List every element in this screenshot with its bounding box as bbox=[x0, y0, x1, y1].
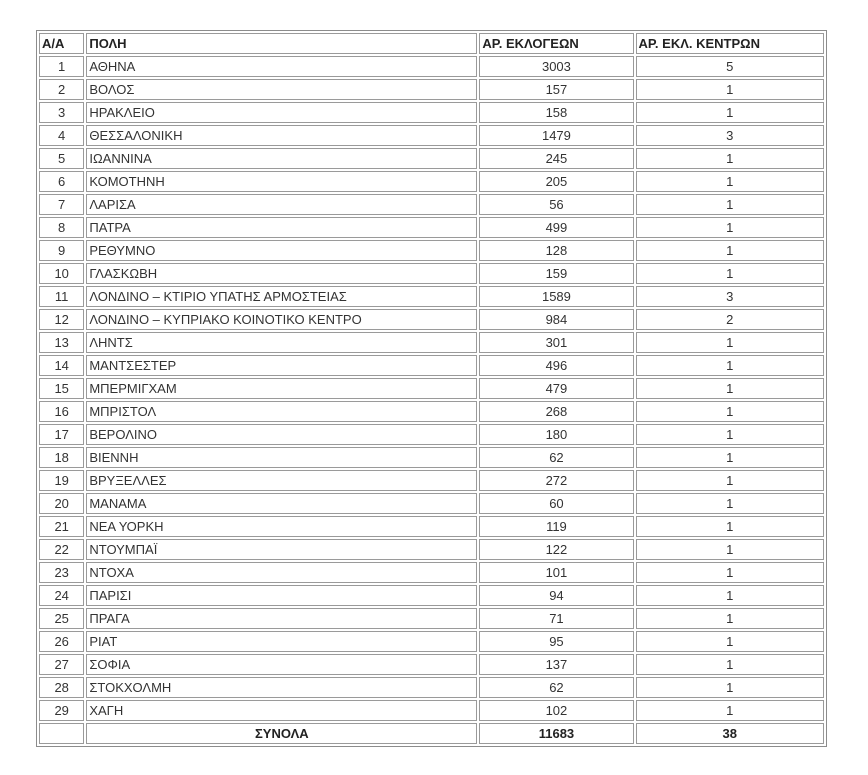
row-index: 8 bbox=[39, 217, 84, 238]
row-index: 27 bbox=[39, 654, 84, 675]
row-index: 23 bbox=[39, 562, 84, 583]
row-city: ΒΡΥΞΕΛΛΕΣ bbox=[86, 470, 477, 491]
row-voters: 499 bbox=[479, 217, 633, 238]
row-voters: 272 bbox=[479, 470, 633, 491]
row-voters: 1479 bbox=[479, 125, 633, 146]
row-voters: 984 bbox=[479, 309, 633, 330]
table-row bbox=[39, 677, 824, 698]
totals-row bbox=[39, 723, 824, 744]
row-city: ΛΟΝΔΙΝΟ – ΚΤΙΡΙΟ ΥΠΑΤΗΣ ΑΡΜΟΣΤΕΙΑΣ bbox=[86, 286, 477, 307]
table-row bbox=[39, 700, 824, 721]
row-city: ΠΡΑΓΑ bbox=[86, 608, 477, 629]
row-centers: 1 bbox=[636, 401, 824, 422]
row-index: 4 bbox=[39, 125, 84, 146]
row-voters: 268 bbox=[479, 401, 633, 422]
row-index: 7 bbox=[39, 194, 84, 215]
row-index: 13 bbox=[39, 332, 84, 353]
header-city: ΠΟΛΗ bbox=[86, 33, 477, 54]
row-centers: 2 bbox=[636, 309, 824, 330]
row-centers: 1 bbox=[636, 608, 824, 629]
row-centers: 1 bbox=[636, 677, 824, 698]
row-centers: 1 bbox=[636, 516, 824, 537]
row-voters: 1589 bbox=[479, 286, 633, 307]
table-row bbox=[39, 447, 824, 468]
row-centers: 1 bbox=[636, 562, 824, 583]
row-voters: 119 bbox=[479, 516, 633, 537]
header-index: Α/Α bbox=[39, 33, 84, 54]
table-row bbox=[39, 194, 824, 215]
row-index: 3 bbox=[39, 102, 84, 123]
row-city: ΓΛΑΣΚΩΒΗ bbox=[86, 263, 477, 284]
row-city: ΑΘΗΝΑ bbox=[86, 56, 477, 77]
row-index: 26 bbox=[39, 631, 84, 652]
row-voters: 180 bbox=[479, 424, 633, 445]
row-centers: 1 bbox=[636, 102, 824, 123]
row-voters: 496 bbox=[479, 355, 633, 376]
row-index: 9 bbox=[39, 240, 84, 261]
table-row bbox=[39, 355, 824, 376]
table-row bbox=[39, 401, 824, 422]
table-row bbox=[39, 332, 824, 353]
table-row bbox=[39, 516, 824, 537]
row-city: ΛΑΡΙΣΑ bbox=[86, 194, 477, 215]
row-centers: 5 bbox=[636, 56, 824, 77]
row-city: ΝΤΟΥΜΠΑΪ bbox=[86, 539, 477, 560]
row-city: ΡΕΘΥΜΝΟ bbox=[86, 240, 477, 261]
row-voters: 479 bbox=[479, 378, 633, 399]
row-city: ΛΟΝΔΙΝΟ – ΚΥΠΡΙΑΚΟ ΚΟΙΝΟΤΙΚΟ ΚΕΝΤΡΟ bbox=[86, 309, 477, 330]
row-voters: 159 bbox=[479, 263, 633, 284]
row-city: ΙΩΑΝΝΙΝΑ bbox=[86, 148, 477, 169]
row-voters: 128 bbox=[479, 240, 633, 261]
row-index: 2 bbox=[39, 79, 84, 100]
row-voters: 102 bbox=[479, 700, 633, 721]
row-centers: 3 bbox=[636, 286, 824, 307]
row-city: ΣΤΟΚΧΟΛΜΗ bbox=[86, 677, 477, 698]
row-city: ΜΠΕΡΜΙΓΧΑΜ bbox=[86, 378, 477, 399]
table-row bbox=[39, 493, 824, 514]
row-index: 5 bbox=[39, 148, 84, 169]
row-centers: 1 bbox=[636, 240, 824, 261]
row-index: 22 bbox=[39, 539, 84, 560]
table-row bbox=[39, 309, 824, 330]
table-row bbox=[39, 539, 824, 560]
row-index: 24 bbox=[39, 585, 84, 606]
row-centers: 1 bbox=[636, 148, 824, 169]
row-voters: 56 bbox=[479, 194, 633, 215]
row-index: 18 bbox=[39, 447, 84, 468]
row-centers: 1 bbox=[636, 263, 824, 284]
header-centers: ΑΡ. ΕΚΛ. ΚΕΝΤΡΩΝ bbox=[636, 33, 824, 54]
row-voters: 60 bbox=[479, 493, 633, 514]
table-row bbox=[39, 608, 824, 629]
table-row bbox=[39, 171, 824, 192]
row-index: 28 bbox=[39, 677, 84, 698]
row-voters: 158 bbox=[479, 102, 633, 123]
table-row bbox=[39, 585, 824, 606]
row-city: ΠΑΤΡΑ bbox=[86, 217, 477, 238]
row-centers: 1 bbox=[636, 539, 824, 560]
row-index: 25 bbox=[39, 608, 84, 629]
totals-voters: 11683 bbox=[479, 723, 633, 744]
row-city: ΒΟΛΟΣ bbox=[86, 79, 477, 100]
row-centers: 1 bbox=[636, 654, 824, 675]
row-index: 10 bbox=[39, 263, 84, 284]
table-row bbox=[39, 125, 824, 146]
row-centers: 1 bbox=[636, 424, 824, 445]
row-city: ΝΕΑ ΥΟΡΚΗ bbox=[86, 516, 477, 537]
row-city: ΝΤΟΧΑ bbox=[86, 562, 477, 583]
row-index: 1 bbox=[39, 56, 84, 77]
totals-centers: 38 bbox=[636, 723, 824, 744]
row-city: ΗΡΑΚΛΕΙΟ bbox=[86, 102, 477, 123]
row-index: 20 bbox=[39, 493, 84, 514]
row-centers: 1 bbox=[636, 700, 824, 721]
table-row bbox=[39, 562, 824, 583]
row-index: 15 bbox=[39, 378, 84, 399]
row-city: ΜΑΝΑΜΑ bbox=[86, 493, 477, 514]
row-index: 29 bbox=[39, 700, 84, 721]
row-centers: 1 bbox=[636, 470, 824, 491]
row-voters: 3003 bbox=[479, 56, 633, 77]
table-body bbox=[39, 56, 824, 721]
row-city: ΒΙΕΝΝΗ bbox=[86, 447, 477, 468]
row-centers: 1 bbox=[636, 355, 824, 376]
row-centers: 1 bbox=[636, 171, 824, 192]
row-centers: 3 bbox=[636, 125, 824, 146]
row-voters: 95 bbox=[479, 631, 633, 652]
row-centers: 1 bbox=[636, 217, 824, 238]
table-row bbox=[39, 424, 824, 445]
row-index: 14 bbox=[39, 355, 84, 376]
row-city: ΚΟΜΟΤΗΝΗ bbox=[86, 171, 477, 192]
table-row bbox=[39, 654, 824, 675]
row-centers: 1 bbox=[636, 332, 824, 353]
row-index: 16 bbox=[39, 401, 84, 422]
row-voters: 62 bbox=[479, 677, 633, 698]
table-row bbox=[39, 217, 824, 238]
row-voters: 301 bbox=[479, 332, 633, 353]
row-voters: 71 bbox=[479, 608, 633, 629]
row-voters: 94 bbox=[479, 585, 633, 606]
row-voters: 137 bbox=[479, 654, 633, 675]
row-centers: 1 bbox=[636, 447, 824, 468]
row-index: 6 bbox=[39, 171, 84, 192]
row-voters: 205 bbox=[479, 171, 633, 192]
table-row bbox=[39, 286, 824, 307]
row-voters: 62 bbox=[479, 447, 633, 468]
row-centers: 1 bbox=[636, 493, 824, 514]
row-city: ΜΑΝΤΣΕΣΤΕΡ bbox=[86, 355, 477, 376]
table-row bbox=[39, 102, 824, 123]
table-row bbox=[39, 263, 824, 284]
row-voters: 157 bbox=[479, 79, 633, 100]
table-row bbox=[39, 470, 824, 491]
row-index: 11 bbox=[39, 286, 84, 307]
totals-label: ΣΥΝΟΛΑ bbox=[86, 723, 477, 744]
row-city: ΒΕΡΟΛΙΝΟ bbox=[86, 424, 477, 445]
table-row bbox=[39, 240, 824, 261]
table-row bbox=[39, 631, 824, 652]
row-voters: 122 bbox=[479, 539, 633, 560]
row-voters: 101 bbox=[479, 562, 633, 583]
row-index: 21 bbox=[39, 516, 84, 537]
row-city: ΘΕΣΣΑΛΟΝΙΚΗ bbox=[86, 125, 477, 146]
row-city: ΣΟΦΙΑ bbox=[86, 654, 477, 675]
table-row bbox=[39, 56, 824, 77]
row-voters: 245 bbox=[479, 148, 633, 169]
row-city: ΛΗΝΤΣ bbox=[86, 332, 477, 353]
row-index: 19 bbox=[39, 470, 84, 491]
row-index: 12 bbox=[39, 309, 84, 330]
totals-empty-cell bbox=[39, 723, 84, 744]
row-centers: 1 bbox=[636, 79, 824, 100]
row-centers: 1 bbox=[636, 585, 824, 606]
row-city: ΧΑΓΗ bbox=[86, 700, 477, 721]
row-index: 17 bbox=[39, 424, 84, 445]
header-voters: ΑΡ. ΕΚΛΟΓΕΩΝ bbox=[479, 33, 633, 54]
row-centers: 1 bbox=[636, 631, 824, 652]
table-row bbox=[39, 148, 824, 169]
results-table bbox=[36, 30, 827, 747]
row-centers: 1 bbox=[636, 194, 824, 215]
row-city: ΠΑΡΙΣΙ bbox=[86, 585, 477, 606]
row-centers: 1 bbox=[636, 378, 824, 399]
header-row bbox=[39, 33, 824, 54]
table-row bbox=[39, 378, 824, 399]
row-city: ΜΠΡΙΣΤΟΛ bbox=[86, 401, 477, 422]
table-row bbox=[39, 79, 824, 100]
row-city: ΡΙΑΤ bbox=[86, 631, 477, 652]
